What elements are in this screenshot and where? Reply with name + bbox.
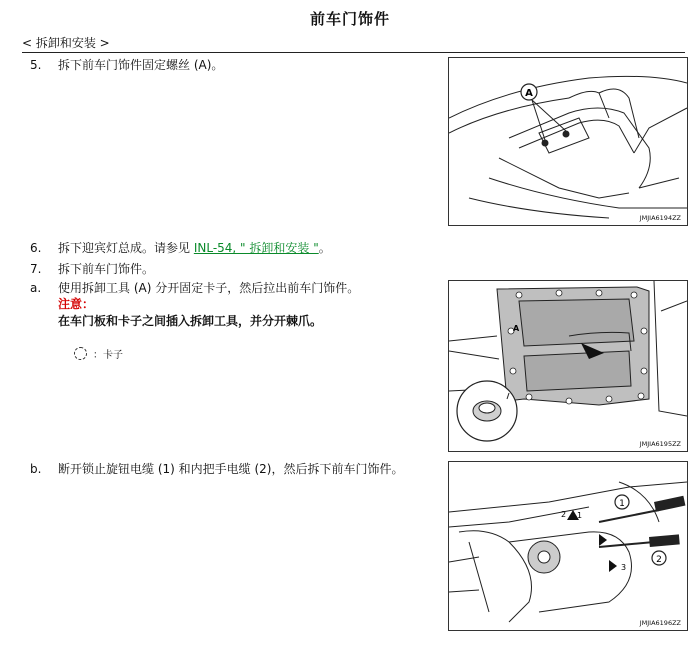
caution-text: 在车门板和卡子之间插入拆卸工具，并分开棘爪。: [58, 314, 323, 328]
figure-cable-disconnect: [448, 461, 688, 631]
step-number: 6.: [30, 241, 42, 255]
section-header: [22, 34, 685, 53]
figure-code: JMJIA6196ZZ: [639, 619, 681, 627]
callout-3: 3: [621, 563, 627, 572]
figure-clip-removal: [448, 280, 688, 452]
step-text: 断开锁止旋钮电缆 (1) 和内把手电缆 (2)，然后拆下前车门饰件。: [58, 462, 404, 476]
step-text: 拆下迎宾灯总成。请参见 INL-54, " 拆卸和安装 "。: [58, 241, 331, 255]
page-title: 前车门饰件: [309, 10, 390, 28]
step-number: 7.: [30, 262, 42, 276]
door-handle-illustration: [449, 462, 687, 630]
callout-1-circled: 1: [619, 499, 625, 509]
callout-1: 1: [577, 511, 583, 520]
step-number: a.: [30, 281, 42, 295]
section-label: < 拆卸和安装 >: [22, 36, 110, 50]
clip-legend: [74, 346, 123, 361]
figure-code: JMJIA6195ZZ: [639, 440, 681, 448]
callout-2: 2: [561, 510, 567, 519]
step-text: 使用拆卸工具 (A) 分开固定卡子，然后拉出前车门饰件。: [58, 281, 360, 295]
figure-screw-location: [448, 57, 688, 226]
step-text: 拆下前车门饰件固定螺丝 (A)。: [58, 58, 224, 72]
step-number: b.: [30, 462, 42, 476]
legend-text: ：卡子: [93, 350, 123, 361]
step-number: 5.: [30, 58, 42, 72]
callout-a: A: [513, 324, 520, 333]
figure-code: JMJIA6194ZZ: [639, 214, 681, 222]
door-armrest-illustration: [449, 58, 687, 225]
door-panel-illustration: [449, 281, 687, 451]
clip-symbol-icon: [74, 347, 87, 360]
reference-link[interactable]: INL-54, " 拆卸和安装 ": [193, 241, 319, 255]
caution-label: 注意：: [58, 297, 95, 311]
step-text: 拆下前车门饰件。: [58, 262, 155, 276]
callout-a: A: [525, 88, 533, 99]
callout-2-circled: 2: [656, 555, 662, 565]
